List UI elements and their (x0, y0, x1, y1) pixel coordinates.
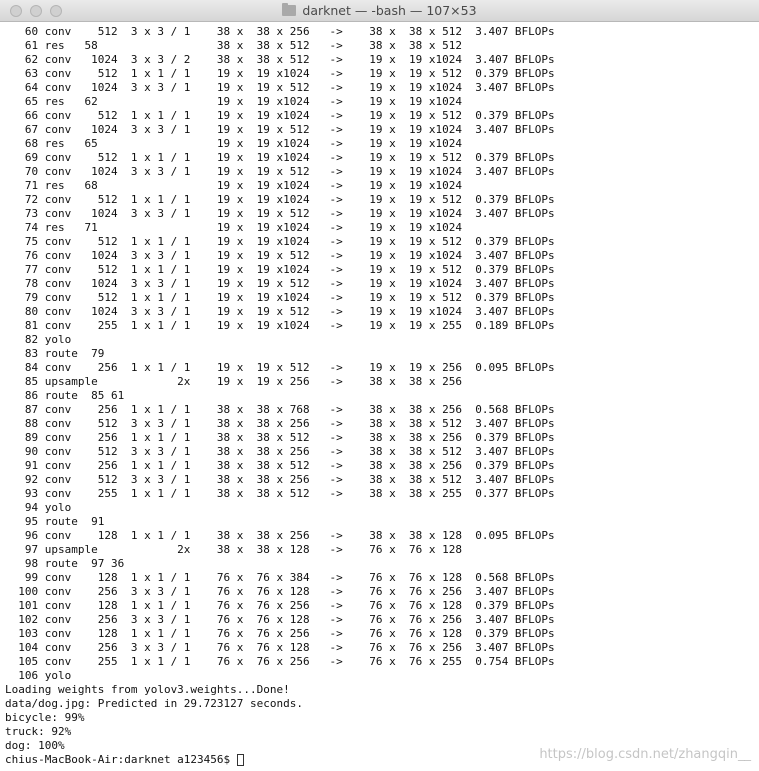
folder-icon (282, 5, 296, 16)
terminal-line: 62 conv 1024 3 x 3 / 2 38 x 38 x 512 -> 19 x 19 x1024 3.407 BFLOPs (5, 53, 555, 66)
terminal-line: 85 upsample 2x 19 x 19 x 256 -> 38 x 38 x 256 (5, 375, 462, 388)
terminal-line: 75 conv 512 1 x 1 / 1 19 x 19 x1024 -> 19 x 19 x 512 0.379 BFLOPs (5, 235, 555, 248)
window-titlebar (0, 0, 759, 22)
terminal-line: 100 conv 256 3 x 3 / 1 76 x 76 x 128 -> 76 x 76 x 256 3.407 BFLOPs (5, 585, 555, 598)
terminal-line: 70 conv 1024 3 x 3 / 1 19 x 19 x 512 -> 19 x 19 x1024 3.407 BFLOPs (5, 165, 555, 178)
terminal-line: 98 route 97 36 (5, 557, 125, 570)
terminal-line: 90 conv 512 3 x 3 / 1 38 x 38 x 256 -> 38 x 38 x 512 3.407 BFLOPs (5, 445, 555, 458)
shell-prompt: chius-MacBook-Air:darknet a123456$ (5, 753, 231, 766)
terminal-line: 104 conv 256 3 x 3 / 1 76 x 76 x 128 -> 76 x 76 x 256 3.407 BFLOPs (5, 641, 555, 654)
terminal-line: 94 yolo (5, 501, 72, 514)
terminal-line: data/dog.jpg: Predicted in 29.723127 seconds. (5, 697, 304, 710)
terminal-line: 66 conv 512 1 x 1 / 1 19 x 19 x1024 -> 19 x 19 x 512 0.379 BFLOPs (5, 109, 555, 122)
terminal-line: 83 route 79 (5, 347, 105, 360)
terminal-line: 95 route 91 (5, 515, 105, 528)
terminal-line: 60 conv 512 3 x 3 / 1 38 x 38 x 256 -> 38 x 38 x 512 3.407 BFLOPs (5, 25, 555, 38)
cursor (237, 754, 244, 766)
terminal-line: 87 conv 256 1 x 1 / 1 38 x 38 x 768 -> 38 x 38 x 256 0.568 BFLOPs (5, 403, 555, 416)
terminal-line: 79 conv 512 1 x 1 / 1 19 x 19 x1024 -> 19 x 19 x 512 0.379 BFLOPs (5, 291, 555, 304)
terminal-line: 82 yolo (5, 333, 72, 346)
terminal-line: 96 conv 128 1 x 1 / 1 38 x 38 x 256 -> 38 x 38 x 128 0.095 BFLOPs (5, 529, 555, 542)
terminal-line: 88 conv 512 3 x 3 / 1 38 x 38 x 256 -> 38 x 38 x 512 3.407 BFLOPs (5, 417, 555, 430)
terminal-line: Loading weights from yolov3.weights...Done! (5, 683, 290, 696)
terminal-line: 86 route 85 61 (5, 389, 125, 402)
terminal-line: 105 conv 255 1 x 1 / 1 76 x 76 x 256 -> 76 x 76 x 255 0.754 BFLOPs (5, 655, 555, 668)
terminal-line: 78 conv 1024 3 x 3 / 1 19 x 19 x 512 -> 19 x 19 x1024 3.407 BFLOPs (5, 277, 555, 290)
terminal-line: 84 conv 256 1 x 1 / 1 19 x 19 x 512 -> 19 x 19 x 256 0.095 BFLOPs (5, 361, 555, 374)
terminal-line: 71 res 68 19 x 19 x1024 -> 19 x 19 x1024 (5, 179, 462, 192)
terminal-line: 91 conv 256 1 x 1 / 1 38 x 38 x 512 -> 38 x 38 x 256 0.379 BFLOPs (5, 459, 555, 472)
terminal-line: 74 res 71 19 x 19 x1024 -> 19 x 19 x1024 (5, 221, 462, 234)
terminal-lines (5, 25, 759, 753)
terminal-line: 68 res 65 19 x 19 x1024 -> 19 x 19 x1024 (5, 137, 462, 150)
terminal-line: 93 conv 255 1 x 1 / 1 38 x 38 x 512 -> 38 x 38 x 255 0.377 BFLOPs (5, 487, 555, 500)
terminal-line: 63 conv 512 1 x 1 / 1 19 x 19 x1024 -> 19 x 19 x 512 0.379 BFLOPs (5, 67, 555, 80)
terminal-line: 99 conv 128 1 x 1 / 1 76 x 76 x 384 -> 76 x 76 x 128 0.568 BFLOPs (5, 571, 555, 584)
terminal-line: bicycle: 99% (5, 711, 85, 724)
terminal-line: 102 conv 256 3 x 3 / 1 76 x 76 x 128 -> 76 x 76 x 256 3.407 BFLOPs (5, 613, 555, 626)
watermark-text: https://blog.csdn.net/zhangqin__ (539, 747, 751, 762)
terminal-line: 76 conv 1024 3 x 3 / 1 19 x 19 x 512 -> 19 x 19 x1024 3.407 BFLOPs (5, 249, 555, 262)
terminal-line: 69 conv 512 1 x 1 / 1 19 x 19 x1024 -> 19 x 19 x 512 0.379 BFLOPs (5, 151, 555, 164)
terminal-line: 92 conv 512 3 x 3 / 1 38 x 38 x 256 -> 38 x 38 x 512 3.407 BFLOPs (5, 473, 555, 486)
terminal-output[interactable] (5, 25, 759, 771)
terminal-line: 77 conv 512 1 x 1 / 1 19 x 19 x1024 -> 19 x 19 x 512 0.379 BFLOPs (5, 263, 555, 276)
terminal-line: 73 conv 1024 3 x 3 / 1 19 x 19 x 512 -> 19 x 19 x1024 3.407 BFLOPs (5, 207, 555, 220)
terminal-line: 81 conv 255 1 x 1 / 1 19 x 19 x1024 -> 19 x 19 x 255 0.189 BFLOPs (5, 319, 555, 332)
terminal-line: 61 res 58 38 x 38 x 512 -> 38 x 38 x 512 (5, 39, 462, 52)
terminal-line: 80 conv 1024 3 x 3 / 1 19 x 19 x 512 -> 19 x 19 x1024 3.407 BFLOPs (5, 305, 555, 318)
terminal-line: 106 yolo (5, 669, 72, 682)
terminal-line: 103 conv 128 1 x 1 / 1 76 x 76 x 256 -> 76 x 76 x 128 0.379 BFLOPs (5, 627, 555, 640)
terminal-line: 64 conv 1024 3 x 3 / 1 19 x 19 x 512 -> 19 x 19 x1024 3.407 BFLOPs (5, 81, 555, 94)
terminal-line: 72 conv 512 1 x 1 / 1 19 x 19 x1024 -> 19 x 19 x 512 0.379 BFLOPs (5, 193, 555, 206)
terminal-line: 65 res 62 19 x 19 x1024 -> 19 x 19 x1024 (5, 95, 462, 108)
terminal-line: 67 conv 1024 3 x 3 / 1 19 x 19 x 512 -> 19 x 19 x1024 3.407 BFLOPs (5, 123, 555, 136)
terminal-line: dog: 100% (5, 739, 65, 752)
window-title-group (0, 3, 759, 18)
terminal-line: 97 upsample 2x 38 x 38 x 128 -> 76 x 76 x 128 (5, 543, 462, 556)
terminal-line: 89 conv 256 1 x 1 / 1 38 x 38 x 512 -> 38 x 38 x 256 0.379 BFLOPs (5, 431, 555, 444)
terminal-line: 101 conv 128 1 x 1 / 1 76 x 76 x 256 -> 76 x 76 x 128 0.379 BFLOPs (5, 599, 555, 612)
terminal-line: truck: 92% (5, 725, 72, 738)
window-title: darknet — -bash — 107×53 (302, 3, 477, 18)
